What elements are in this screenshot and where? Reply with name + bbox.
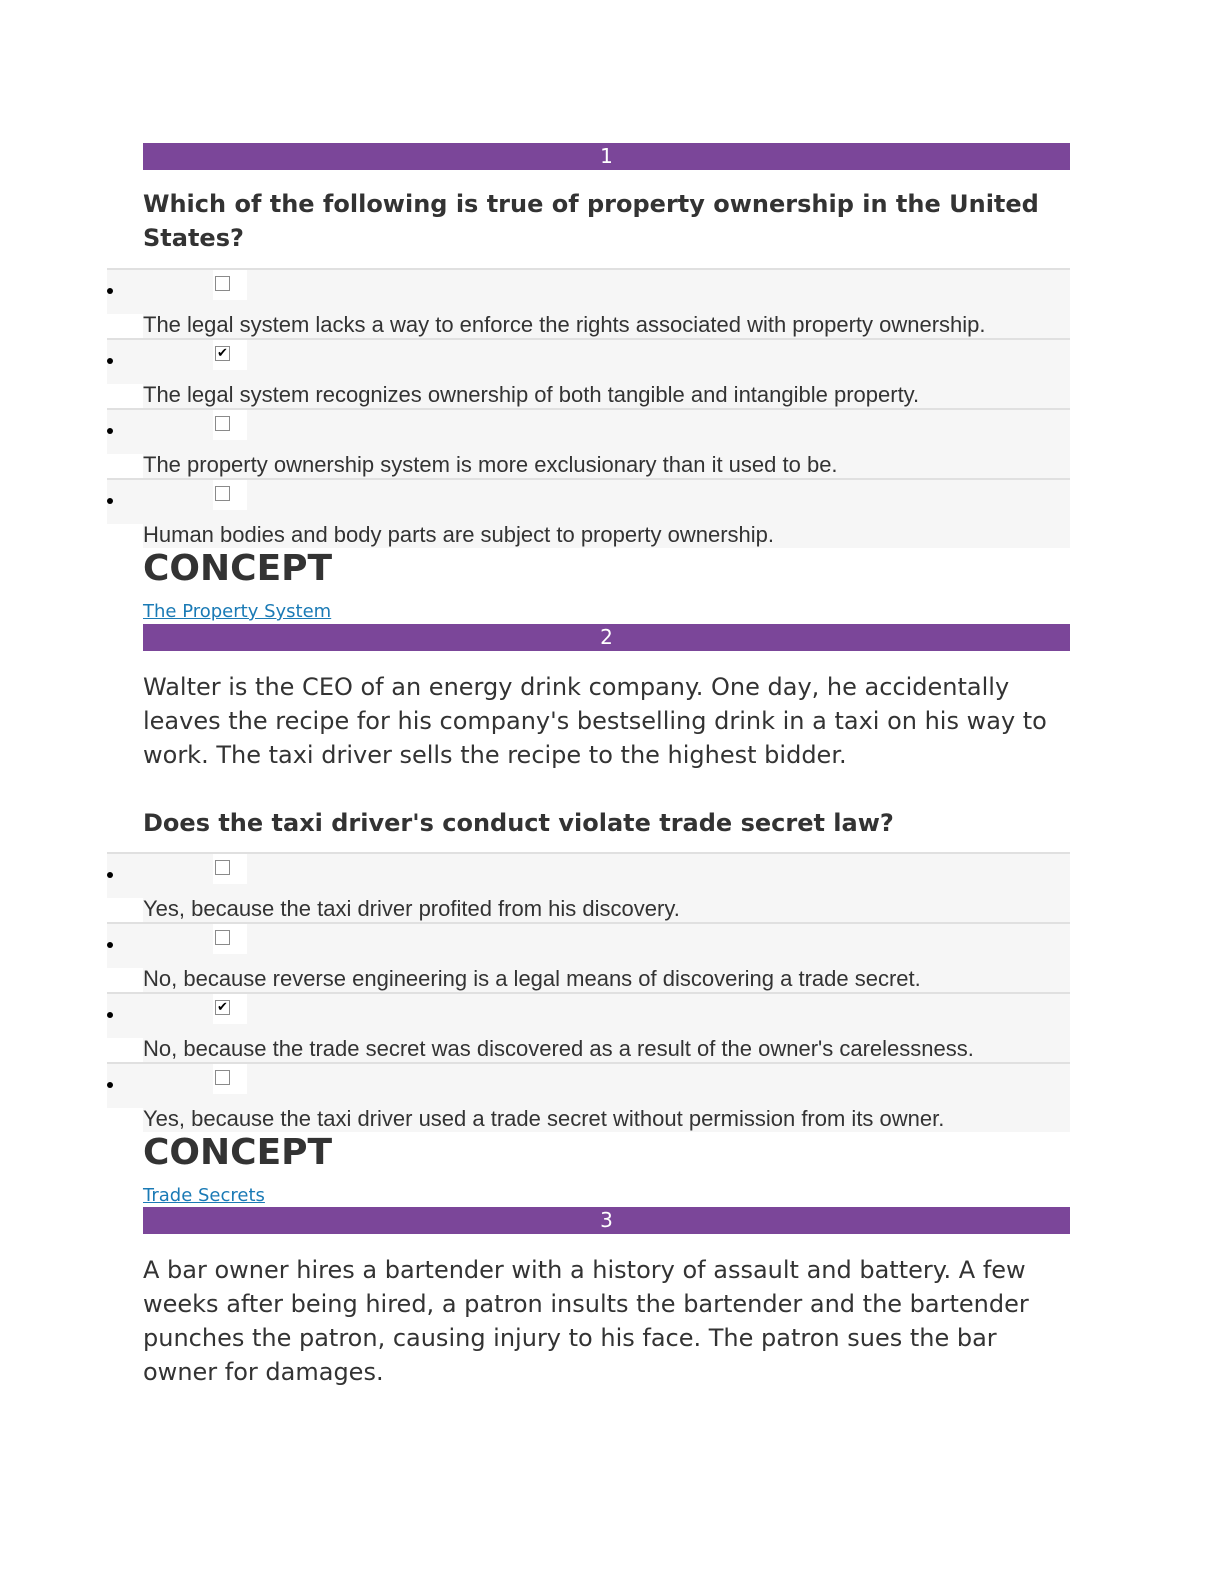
checkbox[interactable] xyxy=(215,860,230,875)
question-number-bar: 1 xyxy=(143,143,1070,170)
concept-link[interactable]: Trade Secrets xyxy=(143,1185,265,1206)
checkbox-checked[interactable]: ✔ xyxy=(215,1000,230,1015)
answer-option[interactable] xyxy=(107,1062,1070,1132)
checkbox[interactable] xyxy=(215,276,230,291)
answer-option[interactable] xyxy=(107,338,1070,408)
question-stem: A bar owner hires a bartender with a history of assault and battery. A few weeks after being hired, a patron insults the bartender and the bartender punches the patron, causing injury to his face. The patron sues the bar owner for damages. xyxy=(143,1256,1029,1386)
bullet-icon xyxy=(107,1082,113,1088)
question-stem: Walter is the CEO of an energy drink company. One day, he accidentally leaves the recipe for his company's bestselling drink in a taxi on his way to work. The taxi driver sells the recipe to the highest bidder. xyxy=(143,673,1047,769)
answer-option-text: The legal system lacks a way to enforce the rights associated with property ownership. xyxy=(143,312,986,337)
checkbox[interactable] xyxy=(215,486,230,501)
bullet-icon xyxy=(107,498,113,504)
answer-option-text: Human bodies and body parts are subject to property ownership. xyxy=(143,522,775,547)
answer-option-text: No, because the trade secret was discovered as a result of the owner's carelessness. xyxy=(143,1036,974,1061)
bullet-icon xyxy=(107,1012,113,1018)
bullet-icon xyxy=(107,358,113,364)
question-number-bar: 2 xyxy=(143,624,1070,651)
answer-option-text: Yes, because the taxi driver used a trade secret without permission from its owner. xyxy=(143,1106,945,1131)
question-text: Does the taxi driver's conduct violate trade secret law? xyxy=(143,809,894,837)
question-number-bar: 3 xyxy=(143,1207,1070,1234)
answer-option-text: The property ownership system is more exclusionary than it used to be. xyxy=(143,452,838,477)
bullet-icon xyxy=(107,288,113,294)
answer-option[interactable] xyxy=(107,478,1070,548)
concept-link[interactable]: The Property System xyxy=(143,601,332,622)
checkbox[interactable] xyxy=(215,930,230,945)
concept-heading: CONCEPT xyxy=(143,548,333,589)
answer-option-text: Yes, because the taxi driver profited from his discovery. xyxy=(143,896,680,921)
answer-option[interactable] xyxy=(107,268,1070,338)
bullet-icon xyxy=(107,942,113,948)
concept-heading: CONCEPT xyxy=(143,1132,333,1173)
checkbox[interactable] xyxy=(215,1070,230,1085)
question-text: Which of the following is true of property ownership in the United States? xyxy=(143,190,1039,252)
checkbox-checked[interactable]: ✔ xyxy=(215,346,230,361)
answer-option[interactable] xyxy=(107,408,1070,478)
bullet-icon xyxy=(107,428,113,434)
answer-option[interactable] xyxy=(107,992,1070,1062)
checkbox[interactable] xyxy=(215,416,230,431)
answer-option[interactable] xyxy=(107,852,1070,922)
answer-option-text: No, because reverse engineering is a legal means of discovering a trade secret. xyxy=(143,966,921,991)
answer-option[interactable] xyxy=(107,922,1070,992)
bullet-icon xyxy=(107,872,113,878)
answer-option-text: The legal system recognizes ownership of both tangible and intangible property. xyxy=(143,382,920,407)
